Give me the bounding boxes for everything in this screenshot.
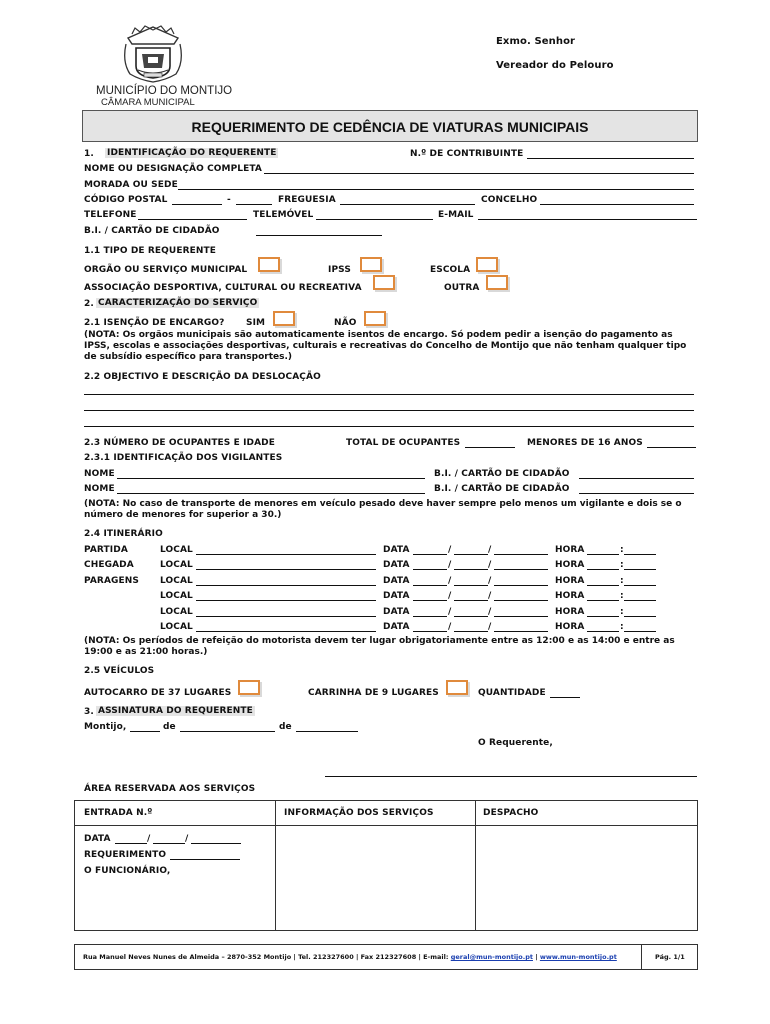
hora-mm-field[interactable] (624, 631, 656, 632)
objectivo-line-2[interactable] (84, 410, 694, 411)
reserved-data-field-2[interactable] (153, 843, 185, 844)
ipss-checkbox[interactable] (360, 257, 382, 272)
codigo-postal-dash: - (227, 195, 231, 205)
vigilante-2-nome-field[interactable] (117, 493, 425, 494)
hora-mm-field[interactable] (624, 616, 656, 617)
data-slash: / (488, 560, 492, 570)
objectivo-heading: 2.2 OBJECTIVO E DESCRIÇÃO DA DESLOCAÇÃO (84, 372, 321, 382)
section-3-number: 3. (84, 707, 94, 717)
data-day-field[interactable] (413, 600, 447, 601)
local-field[interactable] (196, 585, 376, 586)
reserved-requerimento-label: REQUERIMENTO (84, 850, 167, 860)
recipient-line-1: Exmo. Senhor (496, 36, 576, 47)
local-label: LOCAL (160, 545, 193, 555)
col-informacao: INFORMAÇÃO DOS SERVIÇOS (284, 808, 434, 818)
carrinha-checkbox[interactable] (446, 680, 468, 695)
page-footer (74, 944, 698, 970)
data-day-field[interactable] (413, 616, 447, 617)
data-month-field[interactable] (454, 631, 488, 632)
quantidade-label: QUANTIDADE (478, 688, 546, 698)
municipal-crest (118, 22, 188, 84)
hora-label: HORA (555, 591, 585, 601)
bi-field[interactable] (256, 235, 382, 236)
form-title-box (82, 110, 698, 142)
data-slash: / (448, 560, 452, 570)
requerente-label: O Requerente, (478, 738, 553, 748)
form-title: REQUERIMENTO DE CEDÊNCIA DE VIATURAS MUNICIPAIS (191, 119, 589, 135)
vigilantes-heading: 2.3.1 IDENTIFICAÇÃO DOS VIGILANTES (84, 453, 283, 463)
hora-label: HORA (555, 576, 585, 586)
reserved-requerimento-field[interactable] (170, 859, 240, 860)
de-label-1: de (163, 722, 176, 732)
morada-label: MORADA OU SEDE (84, 180, 178, 190)
data-day-field[interactable] (413, 631, 447, 632)
section-1-number: 1. (84, 149, 94, 159)
footer-separator: | (535, 953, 538, 961)
hora-label: HORA (555, 545, 585, 555)
contribuinte-field[interactable] (527, 158, 694, 159)
email-field[interactable] (478, 219, 697, 220)
hora-hh-field[interactable] (587, 585, 619, 586)
codigo-postal-label: CÓDIGO POSTAL (84, 195, 168, 205)
data-label: DATA (383, 576, 410, 586)
data-year-field[interactable] (494, 600, 548, 601)
reserved-data-field-3[interactable] (191, 843, 241, 844)
local-label: LOCAL (160, 591, 193, 601)
veiculos-heading: 2.5 VEÍCULOS (84, 666, 155, 676)
recipient-line-2: Vereador do Pelouro (496, 60, 614, 71)
sim-checkbox[interactable] (273, 311, 295, 326)
hora-hh-field[interactable] (587, 569, 619, 570)
reserved-heading: ÁREA RESERVADA AOS SERVIÇOS (84, 784, 256, 794)
section-1-heading: IDENTIFICAÇÃO DO REQUERENTE (107, 148, 277, 158)
telefone-field[interactable] (138, 219, 247, 220)
vigilante-1-bi-field[interactable] (579, 478, 694, 479)
telemovel-field[interactable] (316, 219, 433, 220)
footer-address-text: Rua Manuel Neves Nunes de Almeida – 2870-352 Montijo | Tel. 212327600 | Fax 212327608 | E-mail: (83, 953, 449, 961)
hora-label: HORA (555, 560, 585, 570)
assoc-checkbox[interactable] (373, 275, 395, 290)
freguesia-label: FREGUESIA (278, 195, 336, 205)
objectivo-line-3[interactable] (84, 426, 694, 427)
assoc-label: ASSOCIAÇÃO DESPORTIVA, CULTURAL OU RECREATIVA (84, 283, 362, 293)
vigilante-2-bi-label: B.I. / CARTÃO DE CIDADÃO (434, 484, 570, 494)
hora-mm-field[interactable] (624, 554, 656, 555)
reserved-funcionario-label: O FUNCIONÁRIO, (84, 866, 171, 876)
ipss-label: IPSS (328, 265, 351, 275)
local-label: LOCAL (160, 576, 193, 586)
telemovel-label: TELEMÓVEL (253, 210, 314, 220)
dia-field[interactable] (130, 731, 160, 732)
outra-checkbox[interactable] (486, 275, 508, 290)
section-2-heading: CARACTERIZAÇÃO DO SERVIÇO (98, 298, 258, 308)
tipo-requerente-heading: 1.1 TIPO DE REQUERENTE (84, 246, 216, 256)
vigilante-2-bi-field[interactable] (579, 493, 694, 494)
email-label: E-MAIL (438, 210, 474, 220)
codigo-postal-field-2[interactable] (236, 204, 272, 205)
local-label: LOCAL (160, 560, 193, 570)
data-slash: / (448, 622, 452, 632)
menores-field[interactable] (647, 447, 696, 448)
data-year-field[interactable] (494, 585, 548, 586)
requerente-signature-line[interactable] (325, 776, 697, 777)
data-month-field[interactable] (454, 554, 488, 555)
telefone-label: TELEFONE (84, 210, 137, 220)
data-label: DATA (383, 622, 410, 632)
data-slash: / (488, 545, 492, 555)
hora-hh-field[interactable] (587, 600, 619, 601)
col-entrada: ENTRADA N.º (84, 808, 153, 818)
reserved-data-slash-1: / (147, 834, 151, 844)
hora-mm-field[interactable] (624, 569, 656, 570)
data-slash: / (488, 576, 492, 586)
hora-hh-field[interactable] (587, 554, 619, 555)
nome-field[interactable] (264, 173, 694, 174)
freguesia-field[interactable] (340, 204, 475, 205)
hora-colon: : (620, 622, 624, 632)
concelho-field[interactable] (540, 204, 694, 205)
sim-label: SIM (246, 318, 266, 328)
data-month-field[interactable] (454, 569, 488, 570)
itinerario-heading: 2.4 ITINERÁRIO (84, 529, 163, 539)
org-subname: CÂMARA MUNICIPAL (101, 97, 195, 108)
reserved-table (74, 800, 698, 931)
data-slash: / (448, 591, 452, 601)
montijo-label: Montijo, (84, 722, 127, 732)
menores-label: MENORES DE 16 ANOS (527, 438, 643, 448)
data-day-field[interactable] (413, 569, 447, 570)
local-label: LOCAL (160, 622, 193, 632)
nao-checkbox[interactable] (364, 311, 386, 326)
quantidade-field[interactable] (550, 697, 580, 698)
footer-website-link[interactable]: www.mun-montijo.pt (539, 953, 617, 961)
section-2-number: 2. (84, 299, 94, 309)
data-day-field[interactable] (413, 554, 447, 555)
itinerario-row-label: PARAGENS (84, 576, 139, 586)
ano-field[interactable] (296, 731, 358, 732)
hora-colon: : (620, 560, 624, 570)
data-slash: / (488, 607, 492, 617)
data-month-field[interactable] (454, 600, 488, 601)
hora-hh-field[interactable] (587, 631, 619, 632)
concelho-label: CONCELHO (481, 195, 538, 205)
local-field[interactable] (196, 616, 376, 617)
data-slash: / (488, 591, 492, 601)
hora-mm-field[interactable] (624, 585, 656, 586)
hora-colon: : (620, 576, 624, 586)
contribuinte-label: N.º DE CONTRIBUINTE (410, 149, 524, 159)
orgao-checkbox[interactable] (258, 257, 280, 272)
local-field[interactable] (196, 569, 376, 570)
section-3-heading: ASSINATURA DO REQUERENTE (98, 706, 253, 716)
hora-colon: : (620, 545, 624, 555)
isencao-note: (NOTA: Os orgãos municipais são automaticamente isentos de encargo. Só podem pedir a isenção do pagamento as IPSS, escolas e associações desportivas, culturais e recreativas do Concelho de Montijo que não tenham qualquer tipo de subsídio específico para transportes.) (84, 330, 687, 362)
escola-label: ESCOLA (430, 265, 471, 275)
total-ocupantes-label: TOTAL DE OCUPANTES (346, 438, 461, 448)
morada-field[interactable] (178, 189, 694, 190)
footer-email-link[interactable]: geral@mun-montijo.pt (450, 953, 533, 961)
mes-field[interactable] (180, 731, 275, 732)
autocarro-checkbox[interactable] (238, 680, 260, 695)
bi-label: B.I. / CARTÃO DE CIDADÃO (84, 226, 220, 236)
data-slash: / (488, 622, 492, 632)
data-year-field[interactable] (494, 569, 548, 570)
local-field[interactable] (196, 631, 376, 632)
nome-label: NOME OU DESIGNAÇÃO COMPLETA (84, 164, 262, 174)
autocarro-label: AUTOCARRO DE 37 LUGARES (84, 688, 232, 698)
data-year-field[interactable] (494, 616, 548, 617)
hora-hh-field[interactable] (587, 616, 619, 617)
codigo-postal-field-1[interactable] (172, 204, 222, 205)
escola-checkbox[interactable] (476, 257, 498, 272)
org-name: MUNICÍPIO DO MONTIJO (96, 85, 233, 97)
isencao-label: 2.1 ISENÇÃO DE ENCARGO? (84, 318, 225, 328)
reserved-data-field-1[interactable] (115, 843, 147, 844)
data-month-field[interactable] (454, 585, 488, 586)
data-label: DATA (383, 607, 410, 617)
total-ocupantes-field[interactable] (465, 447, 515, 448)
itinerario-row-label: CHEGADA (84, 560, 134, 570)
reserved-data-slash-2: / (185, 834, 189, 844)
reserved-data-label: DATA (84, 834, 111, 844)
vigilante-1-nome-field[interactable] (117, 478, 425, 479)
hora-colon: : (620, 607, 624, 617)
data-year-field[interactable] (494, 631, 548, 632)
data-label: DATA (383, 591, 410, 601)
local-field[interactable] (196, 600, 376, 601)
local-field[interactable] (196, 554, 376, 555)
data-month-field[interactable] (454, 616, 488, 617)
data-day-field[interactable] (413, 585, 447, 586)
col-despacho: DESPACHO (483, 808, 539, 818)
data-slash: / (448, 576, 452, 586)
vigilante-1-bi-label: B.I. / CARTÃO DE CIDADÃO (434, 469, 570, 479)
data-label: DATA (383, 560, 410, 570)
data-year-field[interactable] (494, 554, 548, 555)
hora-label: HORA (555, 622, 585, 632)
vigilante-2-nome-label: NOME (84, 484, 115, 494)
orgao-label: ORGÃO OU SERVIÇO MUNICIPAL (84, 265, 248, 275)
data-slash: / (448, 607, 452, 617)
data-label: DATA (383, 545, 410, 555)
de-label-2: de (279, 722, 292, 732)
objectivo-line-1[interactable] (84, 394, 694, 395)
itinerario-row-label: PARTIDA (84, 545, 128, 555)
ocupantes-heading: 2.3 NÚMERO DE OCUPANTES E IDADE (84, 438, 276, 448)
local-label: LOCAL (160, 607, 193, 617)
vigilantes-note: (NOTA: No caso de transporte de menores em veículo pesado deve haver sempre pelo menos um vigilante e dois se o número de menores for superior a 30.) (84, 499, 682, 520)
footer-address (83, 953, 617, 961)
vigilante-1-nome-label: NOME (84, 469, 115, 479)
nao-label: NÃO (334, 318, 357, 328)
outra-label: OUTRA (444, 283, 480, 293)
hora-mm-field[interactable] (624, 600, 656, 601)
data-slash: / (448, 545, 452, 555)
carrinha-label: CARRINHA DE 9 LUGARES (308, 688, 439, 698)
hora-colon: : (620, 591, 624, 601)
itinerario-note: (NOTA: Os períodos de refeição do motorista devem ter lugar obrigatoriamente entre as 12:00 e as 14:00 e entre as 19:00 e as 21:00 horas.) (84, 636, 675, 657)
page-number: Pág. 1/1 (655, 953, 685, 961)
hora-label: HORA (555, 607, 585, 617)
